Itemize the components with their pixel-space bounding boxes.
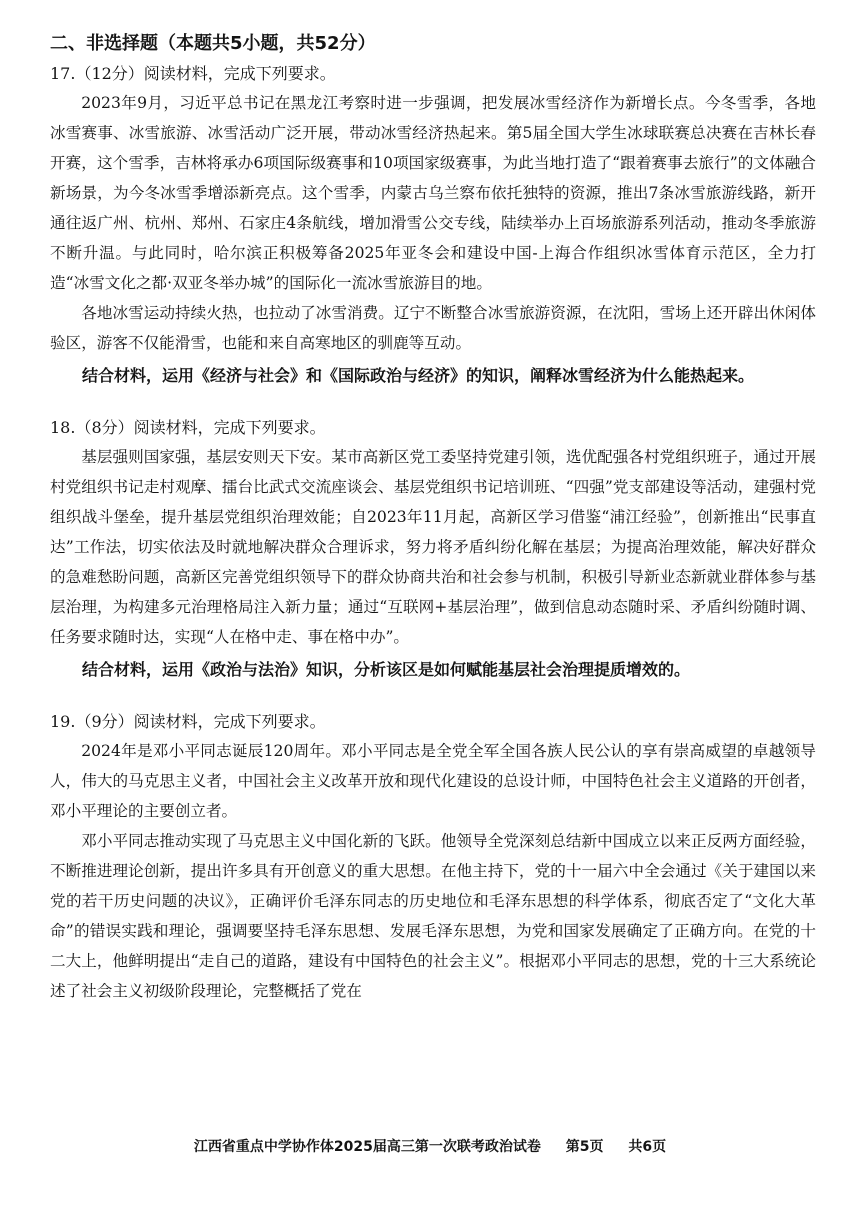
question-18-paragraph: 基层强则国家强，基层安则天下安。某市高新区党工委坚持党建引领，选优配强各村党组织班子，通过开展村党组织书记走村观摩、擂台比武式交流座谈会、基层党组织书记培训班、“四强”党支部建设等活动，建强村党组织战斗堡垒，提升基层党组织治理效能；自2023年11月起，高新区学习借鉴“浦江经验”，创新推出“民事直达”工作法，切实依法及时就地解决群众合理诉求，努力将矛盾纠纷化解在基层；为提高治理效能，解决好群众的急难愁盼问题，高新区完善党组织领导下的群众协商共治和社会参与机制，积极引导新业态新就业群体参与基层治理，为构建多元治理格局注入新力量；通过“互联网+基层治理”，做到信息动态随时采、矛盾纠纷随时调、任务要求随时达，实现“人在格中走、事在格中办”。: [50, 448, 816, 646]
question-18-task: 结合材料，运用《政治与法治》知识，分析该区是如何赋能基层社会治理提质增效的。: [82, 660, 691, 679]
section-title: 二、非选择题（本题共5小题，共52分）: [50, 33, 376, 54]
question-19: [50, 708, 816, 1006]
question-19-paragraph: 邓小平同志推动实现了马克思主义中国化新的飞跃。他领导全党深刻总结新中国成立以来正反两方面经验，不断推进理论创新，提出许多具有开创意义的重大思想。在他主持下，党的十一届六中全会通过《关于建国以来党的若干历史问题的决议》，正确评价毛泽东同志的历史地位和毛泽东思想的科学体系，彻底否定了“文化大革命”的错误实践和理论，强调要坚持毛泽东思想、发展毛泽东思想，为党和国家发展确定了正确方向。在党的十二大上，他鲜明提出“走自己的道路，建设有中国特色的社会主义”。根据邓小平同志的思想，党的十三大系统论述了社会主义初级阶段理论，完整概括了党在: [50, 832, 816, 1000]
footer-page-number: 第5页: [565, 1139, 604, 1155]
footer-exam-title: 江西省重点中学协作体2025届高三第一次联考政治试卷: [193, 1139, 541, 1155]
question-19-paragraph: 2024年是邓小平同志诞辰120周年。邓小平同志是全党全军全国各族人民公认的享有崇高威望的卓越领导人，伟大的马克思主义者，中国社会主义改革开放和现代化建设的总设计师，中国特色社会主义道路的开创者，邓小平理论的主要创立者。: [50, 742, 816, 820]
question-17-paragraph: 各地冰雪运动持续火热，也拉动了冰雪消费。辽宁不断整合冰雪旅游资源，在沈阳，雪场上还开辟出休闲体验区，游客不仅能滑雪，也能和来自高寒地区的驯鹿等互动。: [50, 304, 816, 352]
question-17-header: 17.（12分）阅读材料，完成下列要求。: [50, 64, 336, 83]
page-footer: [0, 1136, 860, 1156]
footer-total-pages: 共6页: [628, 1139, 667, 1155]
question-18: [50, 414, 816, 686]
question-17: [50, 60, 816, 392]
question-17-paragraph: 2023年9月，习近平总书记在黑龙江考察时进一步强调，把发展冰雪经济作为新增长点。今冬雪季，各地冰雪赛事、冰雪旅游、冰雪活动广泛开展，带动冰雪经济热起来。第5届全国大学生冰球联赛总决赛在吉林长春开赛，这个雪季，吉林将承办6项国际级赛事和10项国家级赛事，为此当地打造了“跟着赛事去旅行”的文体融合新场景，为今冬冰雪季增添新亮点。这个雪季，内蒙古乌兰察布依托独特的资源，推出7条冰雪旅游线路，新开通往返广州、杭州、郑州、石家庄4条航线，增加滑雪公交专线，陆续举办上百场旅游系列活动，推动冬季旅游不断升温。与此同时，哈尔滨正积极筹备2025年亚冬会和建设中国-上海合作组织冰雪体育示范区，全力打造“冰雪文化之都·双亚冬举办城”的国际化一流冰雪旅游目的地。: [50, 94, 816, 292]
question-19-header: 19.（9分）阅读材料，完成下列要求。: [50, 712, 326, 731]
question-17-task: 结合材料，运用《经济与社会》和《国际政治与经济》的知识，阐释冰雪经济为什么能热起来。: [82, 366, 755, 385]
question-18-header: 18.（8分）阅读材料，完成下列要求。: [50, 418, 326, 437]
